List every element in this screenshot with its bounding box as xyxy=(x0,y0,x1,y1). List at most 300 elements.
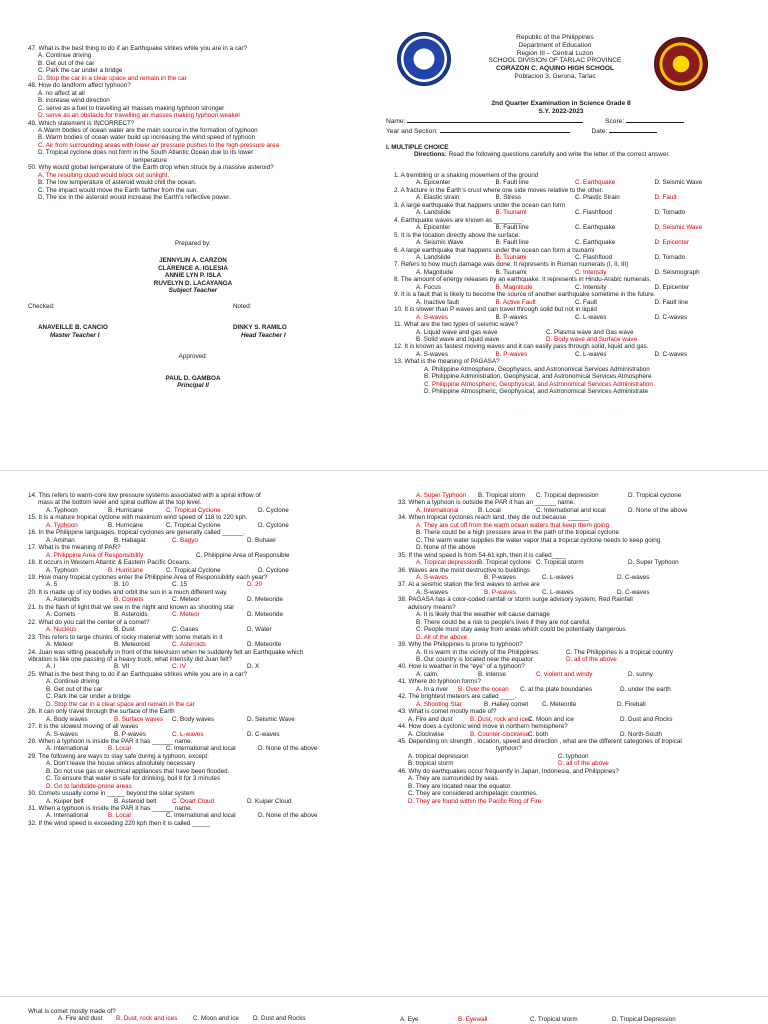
choice-correct: D. Stop the car in a clear space and remain in the car xyxy=(46,700,195,708)
department: Department of Education xyxy=(518,41,592,49)
region: Region III – Central Luzon xyxy=(516,49,594,57)
question-stem: 41. Where do typhoon forms? xyxy=(398,678,481,686)
question-stem: 28. When a typhoon is inside the PAR it has ______ name. xyxy=(28,737,193,745)
choice: C. The impact would move the Earth farther from the sun. xyxy=(38,186,199,194)
choice-correct: D. all of the above xyxy=(558,760,609,768)
choice: D. None of the above xyxy=(628,506,688,514)
question-stem: 43. What is comet mostly made of? xyxy=(398,708,497,716)
choices-row xyxy=(28,798,368,805)
choice-correct: A. Typhoon xyxy=(46,521,78,529)
choice: A. Epicenter xyxy=(416,224,451,232)
choice-correct: B. Local xyxy=(108,745,131,753)
choice: A. S-waves xyxy=(416,350,448,358)
question-stem: vibration is like one passing of a heavy truck, what intensity did Juan felt? xyxy=(28,655,233,663)
text-line: B. There could be a risk to people's lives if they are not careful. xyxy=(416,618,592,626)
choice: A. S-waves xyxy=(416,588,448,596)
choice: C. Tropical Cyclone xyxy=(166,521,221,529)
question-stem: 6. A large earthquake that happens under the ocean can form a tsunami xyxy=(394,246,595,254)
question-stem: 5. It is the location directly above the surface. xyxy=(394,231,521,239)
choices-row xyxy=(398,559,743,566)
choice: B. Asteroids xyxy=(114,611,148,619)
choice: B. Get out of the car xyxy=(38,59,95,67)
question-stem: 20. It is made up of icy bodies and orbit the sun in a much different way. xyxy=(28,588,228,596)
choice: C. L-waves xyxy=(575,313,607,321)
choice: A. Elastic strain xyxy=(416,194,460,202)
choice-correct: C. Tropical Cyclone xyxy=(166,506,221,514)
choice-correct: D. All of the above xyxy=(416,633,468,641)
choice: C. at the plate boundaries xyxy=(520,685,593,693)
choice: D. Philippine Atmospheric, Geophysical, and Astronomical Services Administrate xyxy=(424,388,648,396)
question-stem: 24. Juan was sitting peacefully in front of the television when he suddenly felt an Earthquake which xyxy=(28,648,304,656)
choices-row xyxy=(28,581,368,588)
school-header xyxy=(460,34,650,81)
choice: B. Tropical cyclone xyxy=(478,559,531,567)
choice-correct: C. Earthquake xyxy=(575,179,616,187)
choice: D. C-waves xyxy=(654,350,688,358)
choice-correct: A. International xyxy=(416,506,459,514)
question-stem: 17. What is the meaning of PAR? xyxy=(28,544,121,552)
choice-correct: B. P-waves xyxy=(484,588,516,596)
approver-role: Principal II xyxy=(177,381,209,389)
choice: C. Plastic Strain xyxy=(575,194,620,202)
choices-row xyxy=(394,336,734,343)
section-title: I. MULTIPLE CHOICE xyxy=(386,144,449,151)
name-line xyxy=(386,116,736,126)
choices-row xyxy=(398,731,743,738)
choice: B. Fault line xyxy=(495,224,529,232)
footer-right-choices xyxy=(400,1016,740,1023)
choice: B. intense xyxy=(478,670,507,678)
choice: A. Body waves xyxy=(46,715,88,723)
choice: B. Dust xyxy=(114,626,135,634)
choice: C. Park the car under a bridge xyxy=(38,67,123,75)
choice-correct: B. P-waves xyxy=(495,350,528,358)
choice: D. Water xyxy=(247,626,272,634)
choice: D. Tornado xyxy=(654,253,686,261)
choice: D. Meteoride xyxy=(247,596,284,604)
choice: C. Tropical storm xyxy=(536,559,584,567)
checker-noter-names xyxy=(28,324,358,331)
choice: B. Fault line xyxy=(495,179,529,187)
year-section-label: Year and Section: xyxy=(386,128,438,135)
choice: D. Meteorite xyxy=(247,641,282,649)
text-line: B. There could be a high pressure area in the path of the tropical cyclone xyxy=(416,529,619,537)
choice: A. Seismic Wave xyxy=(416,239,464,247)
choices-row xyxy=(398,649,743,656)
choice: B. Hurricane xyxy=(108,521,143,529)
choice: C. Fault xyxy=(575,298,598,306)
name-label: Name: xyxy=(386,118,406,125)
choice: C. Body waves xyxy=(172,715,214,723)
choice: C. L-waves xyxy=(542,588,574,596)
choice: D. C-waves xyxy=(654,313,688,321)
choice-correct: B. Tsunami xyxy=(495,253,527,261)
choice: B. Asteroid belt xyxy=(114,797,157,805)
choice: D. Tropical cyclone does not form in the South Atlantic Ocean due to its lower xyxy=(38,149,254,157)
choice: A. International xyxy=(46,745,89,753)
choice: A. Landslide xyxy=(416,209,451,217)
choice-correct: C. Meteor xyxy=(172,611,200,619)
choice: C. Meteorite xyxy=(542,700,577,708)
choice: A. Inactive fault xyxy=(416,298,460,306)
text-line: advisory means? xyxy=(408,603,456,611)
year-section-field[interactable] xyxy=(440,126,570,133)
choice: B. Meteoroid xyxy=(114,641,150,649)
question-stem: 3. A large earthquake that happens under the ocean can form xyxy=(394,201,566,209)
signatories xyxy=(28,240,358,389)
choice: C. Philippine Area of Responsible xyxy=(196,551,290,559)
choice: B. Tropical storm xyxy=(478,492,526,499)
choice: C. L-waves xyxy=(542,573,574,581)
choice: D. Fireball xyxy=(617,700,646,708)
question-stem: 46. Why do earthquakes occur frequently in Japan, Indonesia, and Philippines? xyxy=(398,767,619,775)
choice: A. International xyxy=(46,812,89,820)
text-line: C. The warm water supplies the water vapor that a tropical cyclone needs to keep going xyxy=(416,536,661,544)
choices-row xyxy=(394,299,734,306)
choice: C. Intensity xyxy=(575,283,607,291)
choice: D. The ice in the asteroid would increase the Earth’s reflective power. xyxy=(38,194,231,202)
preparer-role: Subject Teacher xyxy=(168,287,218,295)
choices-row xyxy=(398,507,743,514)
choice: A. Clockwise xyxy=(408,730,445,738)
choice-correct: B. Magnitude xyxy=(495,283,533,291)
choice: C. International and local xyxy=(166,812,236,820)
choices-row xyxy=(394,194,734,201)
footer-left xyxy=(28,1008,368,1023)
choice-correct: D. serve as an obstacle for travelling air masses making typhoon weaker xyxy=(38,112,241,120)
score-field[interactable] xyxy=(626,116,684,123)
choice: D. C-waves xyxy=(247,730,280,738)
choice: C. Flashflood xyxy=(575,253,613,261)
choice: D. Super Typhoon xyxy=(628,559,679,567)
choice: D. Seismic Wave xyxy=(247,715,295,723)
choices-row xyxy=(28,522,368,529)
choices-row xyxy=(28,641,368,648)
choice: D. under the earth xyxy=(620,685,671,693)
page-divider xyxy=(0,996,768,997)
choices-row xyxy=(398,701,743,708)
choices-row xyxy=(394,209,734,216)
question-stem: 18. It occurs in Western Atlantic & Eastern Pacific Oceans. xyxy=(28,559,191,567)
choice: C. Gases xyxy=(172,626,199,634)
school-seal-icon xyxy=(654,37,708,91)
checked-label: Checked: xyxy=(28,302,55,310)
preparer-name: RUVELYN D. LACAYANGA xyxy=(153,279,233,287)
choice: B. Tsunami xyxy=(495,268,527,276)
choice: B. 10 xyxy=(114,581,129,589)
checked-noted-labels xyxy=(28,303,358,310)
question-stem: 4. Earthquake waves are known as ________. xyxy=(394,216,524,224)
question-stem: 22. What do you call the center of a comet? xyxy=(28,618,150,626)
text-line: C. People must stay away from areas which could be potentially dangerous xyxy=(416,626,626,634)
choice-correct: B. Counter-clockwise xyxy=(470,730,530,738)
directions-label: Directions: xyxy=(414,151,447,159)
school-address: Poblacion 3, Gerona, Tarlac xyxy=(514,72,596,80)
page-divider xyxy=(0,470,768,471)
choice: B. Solid wave and liquid wave xyxy=(416,335,500,343)
question-stem: 49. Which statement is INCORRECT? xyxy=(28,119,135,127)
noter-role: Head Teacher I xyxy=(241,331,286,339)
choice: D. Dust and Rocks xyxy=(253,1015,306,1023)
choice: B. Fault line xyxy=(495,239,529,247)
choice: A. Comets xyxy=(46,611,76,619)
questions-1-13 xyxy=(394,172,734,396)
choice: D. Seismic Wave xyxy=(654,179,703,187)
choice-correct: B. Eyewall xyxy=(458,1016,488,1023)
choice: C. typhoon xyxy=(558,752,589,760)
choice-correct: B. Over the ocean xyxy=(458,685,509,693)
approver-name: PAUL D. GAMBOA xyxy=(165,374,221,382)
choice: B. P-waves xyxy=(114,730,146,738)
choice: B. Our country is located near the equator xyxy=(416,655,533,663)
choice: A. Continue driving xyxy=(38,52,92,60)
checker-role: Master Teacher I xyxy=(50,331,100,339)
choice: D. Tropical cyclone xyxy=(628,492,682,499)
choice-correct: B. Comets xyxy=(114,596,144,604)
question-stem: 14. This refers to warm-core low pressure systems associated with a spiral inflow of xyxy=(28,492,261,499)
choice-correct: A. The resulting cloud would block out sunlight. xyxy=(38,171,170,179)
question-stem: 16. In the Philippine languages, tropical cyclones are generally called ______. xyxy=(28,529,246,537)
choice: C. Earthquake xyxy=(575,224,616,232)
choices-row xyxy=(28,596,368,603)
choice-correct: A. S-waves xyxy=(416,573,448,581)
choice: C. both xyxy=(528,730,549,738)
choice-correct: A. Philippine Area of Responsibility xyxy=(46,551,144,559)
choice: A. Eye xyxy=(400,1016,419,1023)
text-line: A. They are surrounded by seas. xyxy=(408,775,500,783)
choices-row xyxy=(28,663,368,670)
preparer-name: CLARENCE A. IGLESIA xyxy=(158,264,228,272)
choice: C. serve as a fuel to travelling air masses making typhoon stronger xyxy=(38,104,225,112)
choice-correct: C. IV xyxy=(172,663,186,671)
choice: temperature xyxy=(133,156,167,164)
directions-text: Read the following questions carefully and write the letter of the correct answer. xyxy=(446,151,670,159)
footer-right xyxy=(400,1016,740,1023)
school-name: CORAZON C. AQUINO HIGH SCHOOL xyxy=(495,65,615,73)
choice: B. VII xyxy=(114,663,130,671)
text-line: mass at the bottom level and spiral outflow at the top level. xyxy=(38,499,202,507)
text-line: D. None of the above xyxy=(416,544,476,552)
choice-correct: B. Surface waves xyxy=(114,715,163,723)
question-stem: 42. The brightest meteors are called ____. xyxy=(398,693,517,701)
choices-row xyxy=(28,745,368,752)
question-stem: 10. It is slower than P waves and can travel through solid but not in liquid xyxy=(394,306,597,314)
choice: D. Buhawi xyxy=(247,536,276,544)
prepared-by-label: Prepared by: xyxy=(174,240,212,247)
choice: D. Cyclone xyxy=(258,506,289,514)
choice: A. 5 xyxy=(46,581,58,589)
choice-correct: D. Epicenter xyxy=(654,239,690,247)
date-field[interactable] xyxy=(609,126,657,133)
choice-correct: A. Tropical depression xyxy=(416,559,479,567)
text-line: C. To ensure that water is safe for drinking, boil it for 3 minutes xyxy=(46,775,221,783)
choice-correct: B. Tsunami xyxy=(495,209,527,217)
choice-correct: D. Stop the car in a clear space and remain in the car xyxy=(38,74,187,82)
choice: C. Meteor xyxy=(172,596,200,604)
question-stem: 34. When tropical cyclones reach land, they die out because ______. xyxy=(398,514,591,522)
question-stem: 1. A trembling or a shaking movement of the ground xyxy=(394,172,539,179)
choices-row xyxy=(398,656,743,663)
choice: C. International and local xyxy=(166,745,236,753)
choices-row xyxy=(394,351,734,358)
checker-noter-roles xyxy=(28,332,358,339)
question-stem: 38. PAGASA has a color-coded rainfall or storm surge advisory system, Red Rainfall xyxy=(398,596,633,604)
exam-title-block xyxy=(386,100,736,136)
choice: A. Meteor xyxy=(46,641,74,649)
choice: B. Local xyxy=(478,506,501,514)
choices-row xyxy=(394,254,734,261)
text-line: A. Continue driving xyxy=(46,678,100,686)
choice: C. Moon and ice xyxy=(193,1015,239,1023)
question-stem: 37. At a seismic station the first waves to arrive are xyxy=(398,581,540,589)
choice: C. Tropical storm xyxy=(530,1016,578,1023)
choice: A. Philippine Atmosphere, Geophysics, and Astronomical Services Administration xyxy=(424,365,650,373)
questions-33-46 xyxy=(398,492,743,805)
question-stem: 45. Depending on strength , location, speed and direction , what are the different categories of tropical xyxy=(398,737,682,745)
text-line: C. Park the car under a bridge xyxy=(46,693,131,701)
choice: A. Typhoon xyxy=(46,566,78,574)
question-stem: 13. What is the meaning of PAGASA? xyxy=(394,358,500,366)
choice: A. Fire and dust xyxy=(58,1015,103,1023)
choice: B. tropical storm xyxy=(408,760,454,768)
choice: B. Warm bodies of ocean water build up increasing the wind speed of typhoon xyxy=(38,134,256,142)
choices-row xyxy=(28,567,368,574)
choice: A. Amihan xyxy=(46,536,75,544)
choice: B. The low temperature of asteroid would chill the ocean. xyxy=(38,179,197,187)
choice: A.Warm bodies of ocean water are the main source in the formation of typhoon xyxy=(38,126,258,134)
choice: A. Landslide xyxy=(416,253,451,261)
choice: B. P-waves xyxy=(484,573,516,581)
question-stem: 40. How is weather in the “eye” of a typhoon? xyxy=(398,663,525,671)
choice: D. X xyxy=(247,663,260,671)
choices-row xyxy=(398,753,743,760)
preparer-name: JENNYLIN A. CARZON xyxy=(159,257,227,265)
choices-row xyxy=(394,284,734,291)
choice: C. International and local xyxy=(536,506,606,514)
choices-row xyxy=(398,589,743,596)
question-stem: 7. Refers to how much damage was done. It represents in Roman numerals (I, II, III) xyxy=(394,261,629,269)
approved-label: Approved: xyxy=(178,353,208,361)
footer-left-choices xyxy=(28,1015,368,1022)
question-stem: 35. If the wind speed is from 54-61 kph, then it is called____ xyxy=(398,551,566,559)
choice: A. tropical depression xyxy=(408,752,469,760)
text-line: B. Do not use gas or electrical appliances that have been flooded. xyxy=(46,767,230,775)
choice-correct: B. Hurricane xyxy=(108,566,143,574)
choices-row xyxy=(28,812,368,819)
choice-correct: A. Shooting Star xyxy=(416,700,462,708)
instructions xyxy=(386,144,756,159)
question-stem: 50. Why would global temperature of the Earth drop when struck by a massive asteroid? xyxy=(28,164,274,172)
choice: D. Fault line xyxy=(654,298,689,306)
section-line xyxy=(386,126,736,136)
choices-row xyxy=(28,552,368,559)
choice: C. L-waves xyxy=(575,350,607,358)
choices-row xyxy=(28,731,368,738)
choice: A. I xyxy=(46,663,56,671)
choice-correct: C. Philippine Atmospheric, Geophysical, and Astronomical Services Administration xyxy=(424,380,653,388)
question-stem: 19. How many tropical cyclones enter the Philippine Area of Responsibility each year? xyxy=(28,573,268,581)
question-stem: 9. It is a fault that is likely to become the source of another earthquake sometime in the future. xyxy=(394,291,656,299)
choices-row xyxy=(28,626,368,633)
question-stem: 36. Waves are the most destructive to buildings xyxy=(398,566,531,574)
choice-correct: D. Seismic Wave xyxy=(654,224,703,232)
choice: D. Cyclone xyxy=(258,566,289,574)
question-stem: 21. Is the flash of light that we see in the night and known as shooting star xyxy=(28,603,235,611)
choice: D. Cyclone xyxy=(258,521,289,529)
choices-row xyxy=(28,716,368,723)
choice-correct: B. Dust, rock and ices xyxy=(470,715,532,723)
question-stem: 2. A fracture in the Earth’s crust where one side moves relative to the other. xyxy=(394,186,604,194)
choices-row xyxy=(394,329,734,336)
choice-correct: D. all of the above xyxy=(566,655,617,663)
question-stem: 32. If the wind speed is exceeding 220 kph then it is called _____ xyxy=(28,819,210,827)
choice: A. Focus xyxy=(416,283,441,291)
choice: B. Hurricane xyxy=(108,506,143,514)
choices-row xyxy=(398,671,743,678)
question-stem: 47. What is the best thing to do if an Earthquake strikes while you are in a car? xyxy=(28,45,248,52)
republic: Republic of the Philippines xyxy=(516,34,594,41)
choice-correct: C. violent and windy xyxy=(536,670,593,678)
choices-row xyxy=(394,269,734,276)
question-stem: 44. How does a cyclonic wind move in northern hemisphere? xyxy=(398,723,568,731)
choice: C. Earthquake xyxy=(575,239,616,247)
choice: D. North-South xyxy=(620,730,662,738)
choice: D. C-waves xyxy=(617,573,650,581)
choice-correct: D. Go to landslide-prone areas xyxy=(46,782,132,790)
deped-seal-icon xyxy=(397,32,451,86)
choice-correct: A. Super Typhoon xyxy=(416,492,467,499)
choice: D. Tornado xyxy=(654,209,686,217)
choices-row xyxy=(394,224,734,231)
choice: C. Tropical depression xyxy=(536,492,599,499)
choice: C. Moon and ice xyxy=(528,715,574,723)
choice: A. S-waves xyxy=(46,730,78,738)
choice-correct: A. Nucleus xyxy=(46,626,77,634)
choice-correct: C. Asteroids xyxy=(172,641,206,649)
text-line: A. It is likely that the weather will cause damage xyxy=(416,611,550,619)
choice-correct: A. S-waves xyxy=(416,313,448,321)
choice: A. In a river xyxy=(416,685,449,693)
choice-correct: A. They are cut off from the warm ocean waters that keep them going. xyxy=(416,521,611,529)
choice: D. Seismograph xyxy=(654,268,700,276)
noter-name: DINKY S. RAMILO xyxy=(233,324,287,332)
text-line: B. Get out of the car xyxy=(46,685,103,693)
questions-47-50 xyxy=(28,45,358,202)
choices-row xyxy=(398,716,743,723)
choice: D. sunny xyxy=(628,670,653,678)
name-field[interactable] xyxy=(407,116,583,123)
choices-row xyxy=(394,179,734,186)
choice: A. It is warm in the vicinity of the Philippines xyxy=(416,648,539,656)
questions-14-32 xyxy=(28,492,368,827)
choice-correct: B. Local xyxy=(108,812,131,820)
school-year: S.Y. 2022-2023 xyxy=(538,108,584,115)
choices-row xyxy=(398,686,743,693)
choice: C. Plasma wave and Gas wave xyxy=(546,328,634,336)
choices-row xyxy=(398,760,743,767)
choice: A. Asteroids xyxy=(46,596,80,604)
question-stem: 30. Comets usually come in _____ beyond the solar system xyxy=(28,790,195,798)
choice: D. C-waves xyxy=(617,588,650,596)
date-label: Date: xyxy=(591,128,608,135)
question-stem: 12. It is known as fastest moving waves and it can easily pass through solid, liquid and gas. xyxy=(394,343,649,351)
question-stem: 15. It is a mature tropical cyclone with maximum wind speed of 118 to 220 kph. xyxy=(28,514,248,522)
choices-row xyxy=(398,574,743,581)
choice-correct: C. Ooart Cloud xyxy=(172,797,214,805)
question-stem: 26. It can only travel through the surface of the Earth xyxy=(28,708,175,716)
question-stem: 8. The amount of energy releases by an earthquake. It represents in Hindu-Arabic numerals. xyxy=(394,276,652,284)
preparer-name: ANNIE LYN P. ISLA xyxy=(164,272,222,280)
